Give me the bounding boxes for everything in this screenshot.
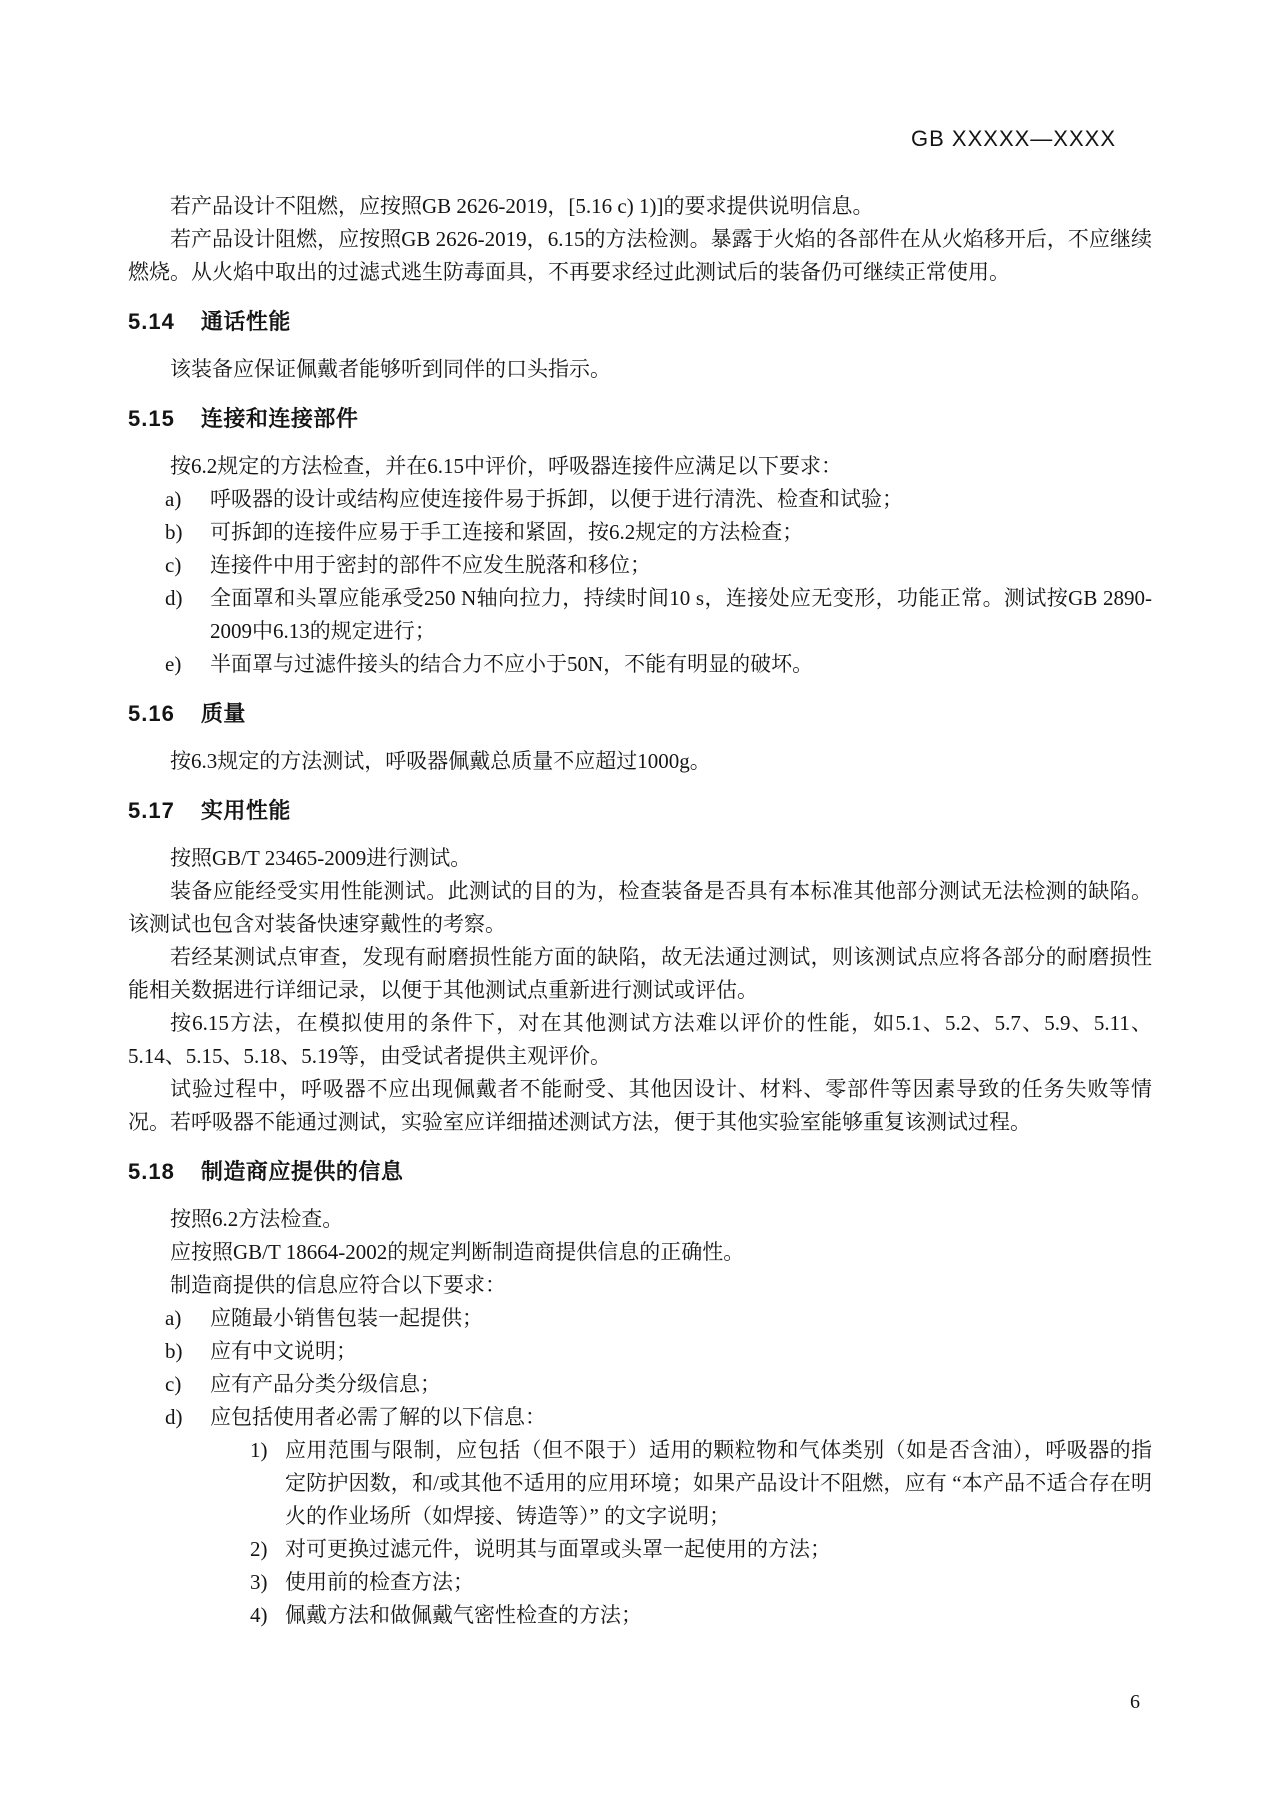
paragraph: 应按照GB/T 18664-2002的规定判断制造商提供信息的正确性。 [170,1240,745,1264]
list-item-label: c) [165,553,182,577]
list-item [128,516,1152,549]
section-heading-5-17 [128,794,1152,827]
list-item-text: 使用前的检查方法； [285,1570,474,1594]
section-heading-5-16 [128,697,1152,730]
list-item-text: 全面罩和头罩应能承受250 N轴向拉力，持续时间10 s，连接处应无变形，功能正常。测试按GB 2890-2009中6.13的规定进行； [210,586,1152,643]
sub-list-item [128,1434,1152,1533]
sub-list-item [128,1533,1152,1566]
list-item-label: a) [165,487,182,511]
paragraph: 若经某测试点审查，发现有耐磨损性能方面的缺陷，故无法通过测试，则该测试点应将各部分的耐磨损性能相关数据进行详细记录，以便于其他测试点重新进行测试或评估。 [128,945,1152,1002]
paragraph: 制造商提供的信息应符合以下要求： [170,1273,506,1297]
list-item [128,582,1152,648]
list-item [128,648,1152,681]
doc-code: GB XXXXX—XXXX [911,126,1116,151]
paragraph: 装备应能经受实用性能测试。此测试的目的为，检查装备是否具有本标准其他部分测试无法检测的缺陷。该测试也包含对装备快速穿戴性的考察。 [128,879,1152,936]
list-item [128,483,1152,516]
section-title: 制造商应提供的信息 [200,1159,404,1184]
list-item-text: 可拆卸的连接件应易于手工连接和紧固，按6.2规定的方法检查； [210,520,804,544]
list-item-text: 连接件中用于密封的部件不应发生脱落和移位； [210,553,651,577]
list-item-label: 4) [250,1603,268,1627]
list-item [128,1368,1152,1401]
paragraph: 试验过程中，呼吸器不应出现佩戴者不能耐受、其他因设计、材料、零部件等因素导致的任务失败等情况。若呼吸器不能通过测试，实验室应详细描述测试方法，便于其他实验室能够重复该测试过程。 [128,1077,1152,1134]
paragraph: 按6.2规定的方法检查，并在6.15中评价，呼吸器连接件应满足以下要求： [170,454,842,478]
list-item-label: b) [165,520,183,544]
list-item-text: 应用范围与限制，应包括（但不限于）适用的颗粒物和气体类别（如是否含油），呼吸器的指定防护因数，和/或其他不适用的应用环境；如果产品设计不阻燃，应有 “本产品不适合存在明火的作业场所（如焊接、铸造等）” 的文字说明； [285,1438,1152,1528]
list-item-text: 应随最小销售包装一起提供； [210,1306,483,1330]
paragraph: 按照6.2方法检查。 [170,1207,344,1231]
section-title: 质量 [200,701,246,726]
list-item-label: 1) [250,1438,268,1462]
list-item-label: a) [165,1306,182,1330]
page-number: 6 [1130,1691,1140,1713]
section-title: 通话性能 [200,309,291,334]
section-heading-5-15 [128,402,1152,435]
list-item [128,549,1152,582]
section-number: 5.14 [128,309,175,334]
paragraph: 按照GB/T 23465-2009进行测试。 [170,846,472,870]
section-heading-5-14 [128,305,1152,338]
list-item-text: 应有中文说明； [210,1339,357,1363]
list-item [128,1401,1152,1434]
section-number: 5.17 [128,798,175,823]
list-item-text: 对可更换过滤元件，说明其与面罩或头罩一起使用的方法； [285,1537,831,1561]
list-item [128,1302,1152,1335]
list-item-text: 应包括使用者必需了解的以下信息： [210,1405,546,1429]
list-item-text: 半面罩与过滤件接头的结合力不应小于50N，不能有明显的破坏。 [210,652,814,676]
section-number: 5.18 [128,1159,175,1184]
paragraph: 该装备应保证佩戴者能够听到同伴的口头指示。 [170,357,611,381]
paragraph: 若产品设计不阻燃，应按照GB 2626-2019，[5.16 c) 1)]的要求提供说明信息。 [170,194,874,218]
sub-list-item [128,1599,1152,1632]
list-item-text: 佩戴方法和做佩戴气密性检查的方法； [285,1603,642,1627]
paragraph: 按6.3规定的方法测试，呼吸器佩戴总质量不应超过1000g。 [170,749,711,773]
list-item-label: e) [165,652,182,676]
list-item-label: 2) [250,1537,268,1561]
list-item-label: c) [165,1372,182,1396]
section-title: 连接和连接部件 [200,406,359,431]
list-item-text: 应有产品分类分级信息； [210,1372,441,1396]
section-number: 5.15 [128,406,175,431]
sub-list-item [128,1566,1152,1599]
section-title: 实用性能 [200,798,291,823]
section-number: 5.16 [128,701,175,726]
list-item [128,1335,1152,1368]
page-content [128,126,1152,1632]
list-item-label: d) [165,1405,183,1429]
list-item-text: 呼吸器的设计或结构应使连接件易于拆卸，以便于进行清洗、检查和试验； [210,487,903,511]
list-item-label: b) [165,1339,183,1363]
paragraph: 按6.15方法，在模拟使用的条件下，对在其他测试方法难以评价的性能，如5.1、5.2、5.7、5.9、5.11、5.14、5.15、5.18、5.19等，由受试者提供主观评价。 [128,1011,1152,1068]
list-item-label: 3) [250,1570,268,1594]
paragraph: 若产品设计阻燃，应按照GB 2626-2019，6.15的方法检测。暴露于火焰的各部件在从火焰移开后，不应继续燃烧。从火焰中取出的过滤式逃生防毒面具，不再要求经过此测试后的装备仍可继续正常使用。 [128,227,1152,284]
list-item-label: d) [165,586,183,610]
section-heading-5-18 [128,1155,1152,1188]
